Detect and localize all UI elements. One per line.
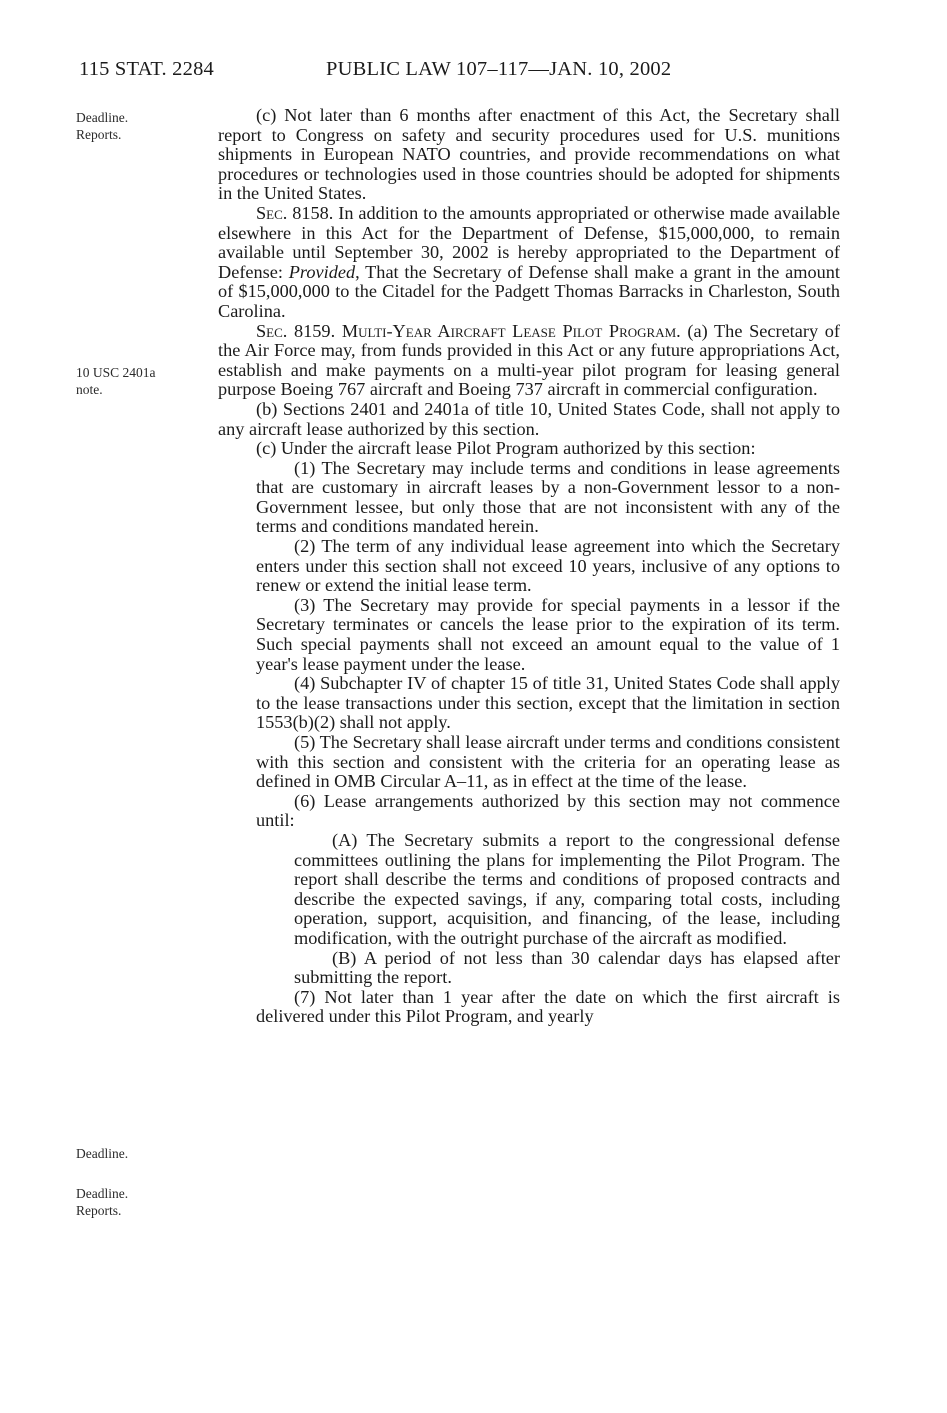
margin-note-deadline-reports-2	[76, 1185, 128, 1219]
margin-note-deadline	[76, 1145, 128, 1162]
section-text: , That the Secretary of Defense shall make a grant in the amount of $15,000,000 to the Citadel for the Padgett Thomas Barracks in Charleston, South Carolina.	[218, 261, 840, 321]
paragraph-c: (c) Under the aircraft lease Pilot Program authorized by this section:	[256, 438, 756, 459]
margin-note-line: Deadline.	[76, 1146, 129, 1161]
margin-note-line: Reports.	[76, 1203, 122, 1218]
margin-note-line: Reports.	[76, 127, 122, 142]
margin-note-line: Deadline.	[76, 110, 129, 125]
margin-note-usc	[76, 364, 156, 398]
margin-note-line: note.	[76, 382, 103, 397]
body-text	[218, 106, 840, 1027]
paragraph-b: (b) Sections 2401 and 2401a of title 10, United States Code, shall not apply to any aircraft lease authorized by this section.	[218, 398, 840, 439]
section-text: In addition to the amounts appropriated or otherwise made available elsewhere in this Act for the Department of Defense, $15,000,000, to remain available until September 30, 2002 is hereby appropriated to the Department of Defense:	[218, 202, 840, 282]
paragraph-1: (1) The Secretary may include terms and conditions in lease agreements that are customary in aircraft leases by a non-Government lessor to a non-Government lessee, but only those that are not inconsistent with any of the terms and conditions mandated herein.	[256, 457, 840, 537]
section-heading: Multi-Year Aircraft Lease Pilot Program.	[341, 320, 681, 341]
section-label: Sec. 8158.	[256, 202, 334, 223]
margin-note-deadline-reports	[76, 109, 128, 143]
paragraph-7: (7) Not later than 1 year after the date on which the first aircraft is delivered under this Pilot Program, and yearly	[256, 986, 840, 1027]
margin-note-line: 10 USC 2401a	[76, 365, 156, 380]
section-label: Sec. 8159.	[256, 320, 336, 341]
paragraph-6a: (A) The Secretary submits a report to the congressional defense committees outlining the plans for implementing the Pilot Program. The report shall describe the terms and conditions of proposed contracts and describe the expected savings, if any, comparing total costs, including operation, support, acquisition, and financing, of the lease, including modification, with the outright purchase of the aircraft as modified.	[294, 829, 840, 948]
paragraph-2: (2) The term of any individual lease agreement into which the Secretary enters under this section shall not exceed 10 years, inclusive of any options to renew or extend the initial lease term.	[256, 536, 840, 596]
paragraph-5: (5) The Secretary shall lease aircraft under terms and conditions consistent with this section and consistent with the criteria for an operating lease as defined in OMB Circular A–11, as in effect at the time of the lease.	[256, 732, 840, 792]
section-8159	[218, 322, 840, 400]
provided-term: Provided	[288, 261, 356, 282]
section-8158	[218, 204, 840, 322]
section-text: (a) The Secretary of the Air Force may, from funds provided in this Act or any future appropriations Act, establish and make payments on a multi-year pilot program for leasing general purpose Boeing 767 aircraft and Boeing 737 aircraft in commercial configuration.	[218, 320, 840, 400]
stat-citation: 115 STAT. 2284	[79, 58, 214, 80]
paragraph-c-munitions: (c) Not later than 6 months after enactment of this Act, the Secretary shall report to Congress on safety and security procedures used for U.S. munitions shipments in European NATO countries, and provide recommendations on what procedures or technologies used in those countries should be adopted for shipments in the United States.	[218, 105, 840, 204]
paragraph-6: (6) Lease arrangements authorized by this section may not commence until:	[256, 790, 840, 831]
paragraph-6b: (B) A period of not less than 30 calendar days has elapsed after submitting the report.	[294, 947, 840, 988]
paragraph-4: (4) Subchapter IV of chapter 15 of title 31, United States Code shall apply to the lease transactions under this section, except that the limitation in section 1553(b)(2) shall not apply.	[256, 673, 840, 733]
paragraph-3: (3) The Secretary may provide for special payments in a lessor if the Secretary terminates or cancels the lease prior to the expiration of its term. Such special payments shall not exceed an amount equal to the value of 1 year's lease payment under the lease.	[256, 594, 840, 674]
public-law-citation: PUBLIC LAW 107–117—JAN. 10, 2002	[326, 58, 672, 80]
margin-note-line: Deadline.	[76, 1186, 129, 1201]
